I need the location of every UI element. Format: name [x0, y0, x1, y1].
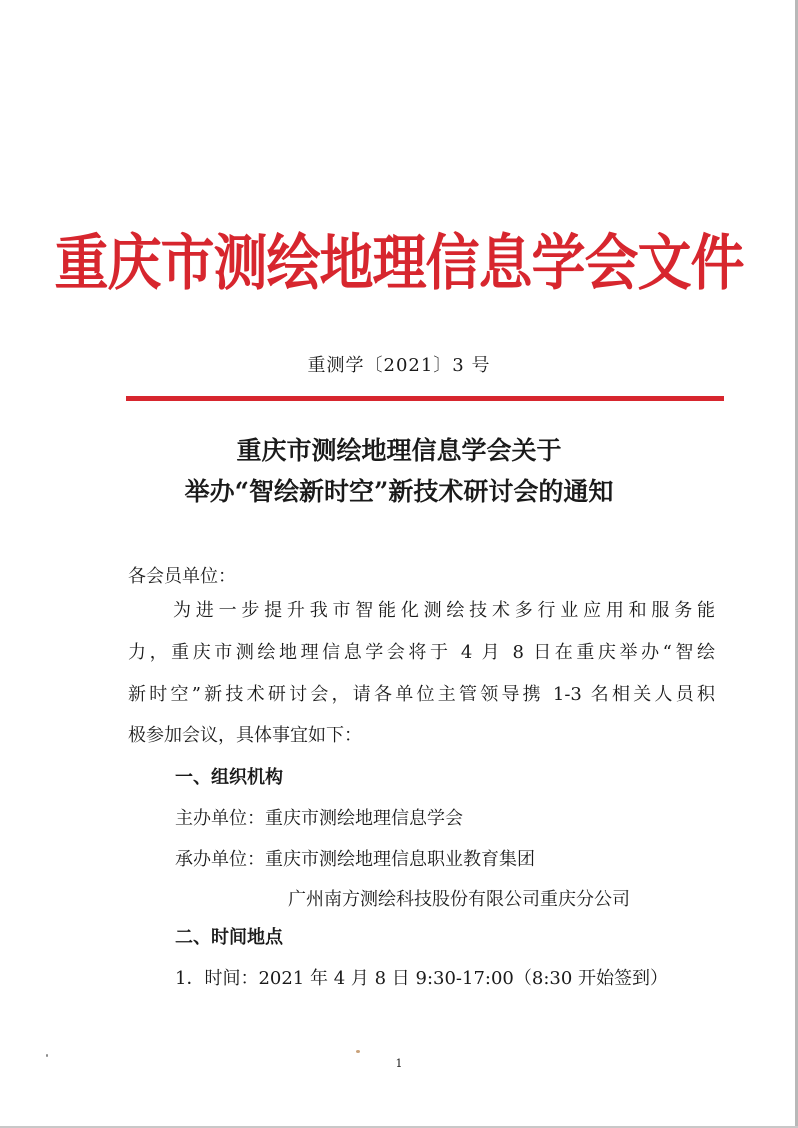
section-heading-organization: 一、组织机构	[175, 767, 283, 788]
notice-title-line-2: 举办“智绘新时空”新技术研讨会的通知	[184, 477, 614, 506]
section-heading-time-place: 二、时间地点	[175, 927, 283, 948]
organizer-unit: 承办单位：重庆市测绘地理信息职业教育集团	[175, 849, 535, 870]
scan-speck	[46, 1054, 48, 1057]
intro-line-2: 力，重庆市测绘地理信息学会将于 4 月 8 日在重庆举办“智绘	[128, 642, 715, 663]
page-number: 1	[395, 1057, 403, 1070]
intro-line-4: 极参加会议，具体事宜如下：	[128, 725, 362, 746]
co-organizer-unit: 广州南方测绘科技股份有限公司重庆分公司	[288, 889, 630, 910]
salutation: 各会员单位：	[128, 566, 236, 587]
notice-title-line-1: 重庆市测绘地理信息学会关于	[236, 436, 562, 465]
intro-line-3: 新时空”新技术研讨会，请各单位主管领导携 1-3 名相关人员积	[128, 684, 715, 705]
scan-speck	[356, 1050, 360, 1053]
document-masthead: 重庆市测绘地理信息学会文件	[54, 227, 744, 299]
red-divider-line	[126, 396, 724, 401]
meeting-time: 1．时间：2021 年 4 月 8 日 9:30-17:00（8:30 开始签到）	[175, 968, 669, 989]
intro-line-1: 为进一步提升我市智能化测绘技术多行业应用和服务能	[173, 600, 715, 621]
host-unit: 主办单位：重庆市测绘地理信息学会	[175, 808, 463, 829]
document-number: 重测学〔2021〕3 号	[307, 355, 491, 376]
